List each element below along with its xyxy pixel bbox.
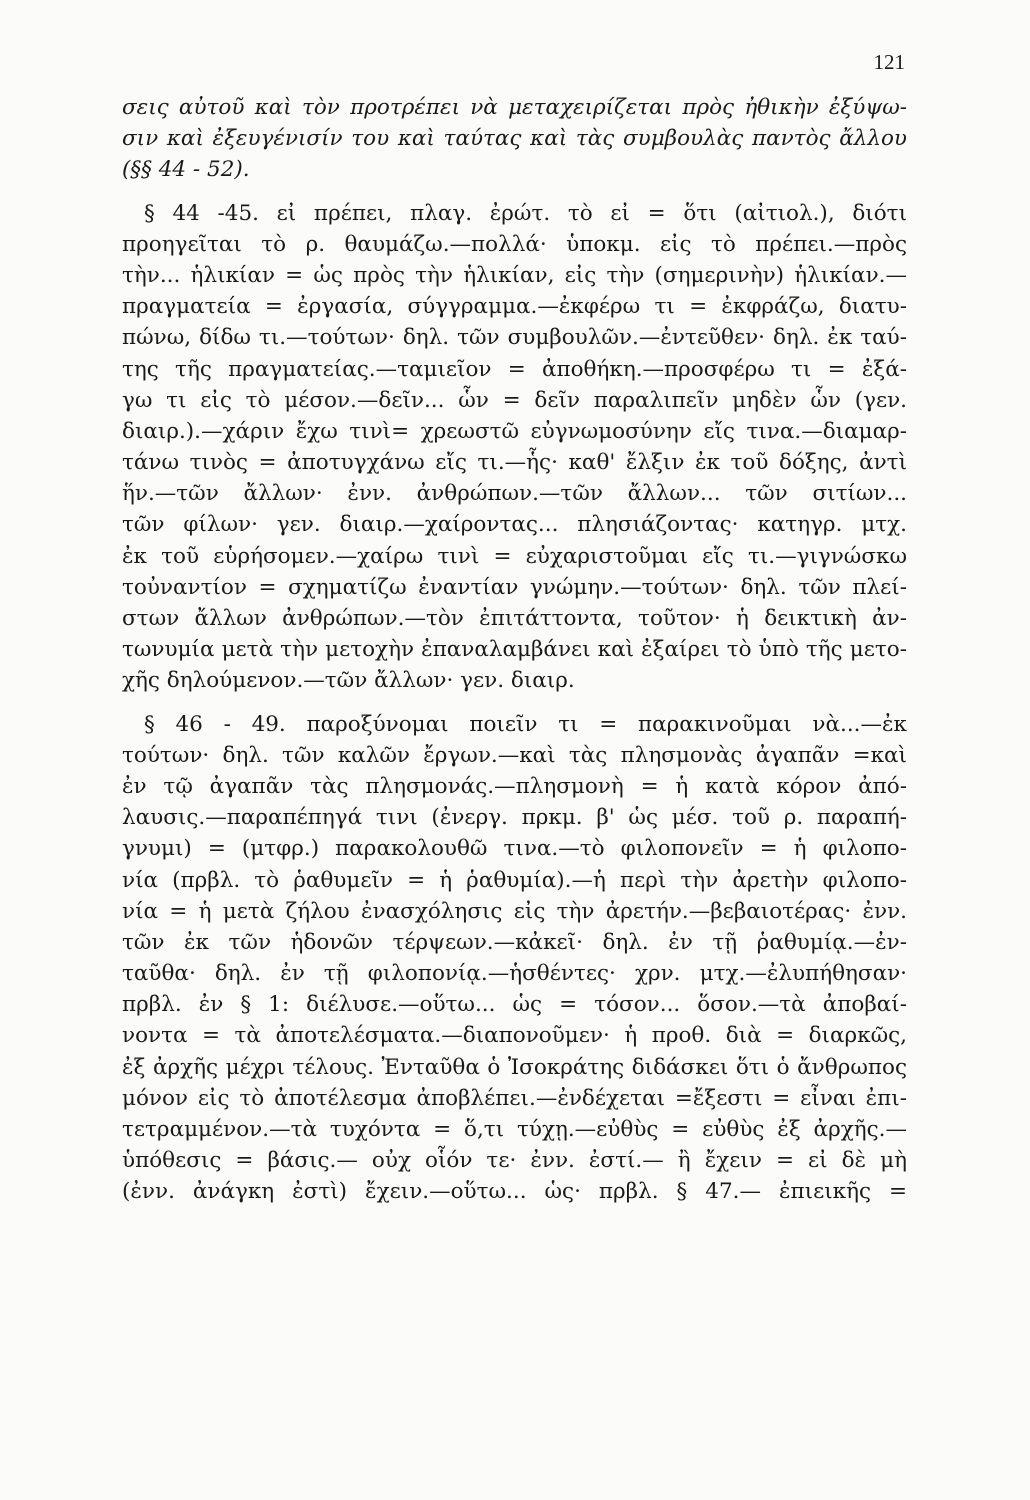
page-text bbox=[122, 92, 907, 1208]
text-line: τετραμμένον.—τὰ τυχόντα = ὅ,τι τύχῃ.—εὐθὺς = εὐθὺς ἐξ ἀρχῆς.— bbox=[122, 1117, 907, 1142]
text-line: ἥν.—τῶν ἄλλων· ἐνν. ἀνθρώπων.—τῶν ἄλλων... τῶν σιτίων... bbox=[122, 481, 907, 507]
text-line: σεις αὐτοῦ καὶ τὸν προτρέπει νὰ μεταχειρίζεται πρὸς ἠθικὴν ἐξύψω- bbox=[122, 95, 907, 120]
text-line: (ἐνν. ἀνάγκη ἐστὶ) ἔχειν.—οὕτω... ὡς· πρβλ. § 47.— ἐπιεικῆς = bbox=[122, 1179, 907, 1205]
page-number: 121 bbox=[873, 50, 905, 74]
section-46-49 bbox=[122, 709, 907, 1208]
text-line: προηγεῖται τὸ ρ. θαυμάζω.—πολλά· ὑποκμ. εἰς τὸ πρέπει.—πρὸς bbox=[122, 231, 907, 257]
text-line: χῆς δηλούμενον.—τῶν ἄλλων· γεν. διαιρ. bbox=[122, 668, 575, 694]
text-line: νοντα = τὰ ἀποτελέσματα.—διαπονοῦμεν· ἡ προθ. διὰ = διαρκῶς, bbox=[122, 1023, 907, 1049]
text-line: λαυσις.—παραπέπηγά τινι (ἐνεργ. πρκμ. β' ὡς μέσ. τοῦ ρ. παραπή- bbox=[122, 805, 907, 831]
text-line: ὑπόθεσις = βάσις.— οὐχ οἷόν τε· ἐνν. ἐστί.— ἢ ἔχειν = εἰ δὲ μὴ bbox=[122, 1148, 907, 1174]
text-line: τῶν φίλων· γεν. διαιρ.—χαίροντας... πλησιάζοντας· κατηγρ. μτχ. bbox=[122, 512, 907, 538]
text-line: ἐκ τοῦ εὑρήσομεν.—χαίρω τινὶ = εὐχαριστοῦμαι εἴς τι.—γιγνώσκω bbox=[122, 543, 907, 569]
text-line: γνυμι) = (μτφρ.) παρακολουθῶ τινα.—τὸ φιλοπονεῖν = ἡ φιλοπο- bbox=[122, 836, 907, 862]
text-line: τῶν ἐκ τῶν ἡδονῶν τέρψεων.—κἀκεῖ· δηλ. ἐν τῇ ῥαθυμίᾳ.—ἐν- bbox=[122, 929, 907, 955]
section-44-45 bbox=[122, 198, 907, 697]
text-line: νία = ἡ μετὰ ζήλου ἐνασχόλησις εἰς τὴν ἀρετήν.—βεβαιοτέρας· ἐνν. bbox=[122, 898, 907, 924]
text-line: πρβλ. ἐν § 1: διέλυσε.—οὕτω... ὡς = τόσον... ὅσον.—τὰ ἀποβαί- bbox=[122, 992, 907, 1018]
text-line: σιν καὶ ἐξευγένισίν του καὶ ταύτας καὶ τὰς συμβουλὰς παντὸς ἄλλου bbox=[122, 126, 907, 152]
text-line: τάνω τινὸς = ἀποτυγχάνω εἴς τι.—ἧς· καθ' ἔλξιν ἐκ τοῦ δόξης, ἀντὶ bbox=[122, 450, 907, 476]
text-line: ἐν τῷ ἀγαπᾶν τὰς πλησμονάς.—πλησμονὴ = ἡ κατὰ κόρον ἀπό- bbox=[122, 773, 907, 799]
text-line: γω τι εἰς τὸ μέσον.—δεῖν... ὧν = δεῖν παραλιπεῖν μηδὲν ὧν (γεν. bbox=[122, 387, 907, 413]
text-line: § 44 -45. εἰ πρέπει, πλαγ. ἐρώτ. τὸ εἰ = ὅτι (αἰτιολ.), διότι bbox=[144, 200, 907, 226]
text-line: (§§ 44 - 52). bbox=[122, 157, 250, 183]
text-line: νία (πρβλ. τὸ ῥαθυμεῖν = ἡ ῥαθυμία).—ἡ περὶ τὴν ἀρετὴν φιλοπο- bbox=[122, 867, 907, 893]
text-line: τούτων· δηλ. τῶν καλῶν ἔργων.—καὶ τὰς πλησμονὰς ἀγαπᾶν =καὶ bbox=[122, 742, 907, 768]
text-line: τοὐναντίον = σχηματίζω ἐναντίαν γνώμην.—τούτων· δηλ. τῶν πλεί- bbox=[122, 574, 907, 600]
text-line: πραγματεία = ἐργασία, σύγγραμμα.—ἐκφέρω τι = ἐκφράζω, διατυ- bbox=[122, 294, 907, 320]
text-line: της τῆς πραγματείας.—ταμιεῖον = ἀποθήκη.—προσφέρω τι = ἐξά- bbox=[122, 356, 907, 382]
text-line: μόνον εἰς τὸ ἀποτέλεσμα ἀποβλέπει.—ἐνδέχεται =ἔξεστι = εἶναι ἐπι- bbox=[122, 1085, 907, 1111]
text-line: ἐξ ἀρχῆς μέχρι τέλους. Ἐνταῦθα ὁ Ἰσοκράτης διδάσκει ὅτι ὁ ἄνθρωπος bbox=[122, 1054, 907, 1080]
intro-paragraph bbox=[122, 92, 907, 186]
text-line: στων ἄλλων ἀνθρώπων.—τὸν ἐπιτάττοντα, τοῦτον· ἡ δεικτικὴ ἀν- bbox=[122, 606, 907, 631]
text-line: ταῦθα· δηλ. ἐν τῇ φιλοπονίᾳ.—ἡσθέντες· χρν. μτχ.—ἐλυπήθησαν· bbox=[122, 961, 907, 987]
text-line: § 46 - 49. παροξύνομαι ποιεῖν τι = παρακινοῦμαι νὰ...—ἐκ bbox=[144, 711, 907, 737]
text-line: πώνω, δίδω τι.—τούτων· δηλ. τῶν συμβουλῶν.—ἐντεῦθεν· δηλ. ἐκ ταύ- bbox=[122, 325, 907, 351]
text-line: τωνυμία μετὰ τὴν μετοχὴν ἐπαναλαμβάνει καὶ ἐξαίρει τὸ ὑπὸ τῆς μετο- bbox=[122, 637, 907, 663]
text-line: τὴν... ἡλικίαν = ὡς πρὸς τὴν ἡλικίαν, εἰς τὴν (σημερινὴν) ἡλικίαν.— bbox=[122, 262, 907, 288]
text-line: διαιρ.).—χάριν ἔχω τινὶ= χρεωστῶ εὐγνωμοσύνην εἴς τινα.—διαμαρ- bbox=[122, 418, 907, 444]
